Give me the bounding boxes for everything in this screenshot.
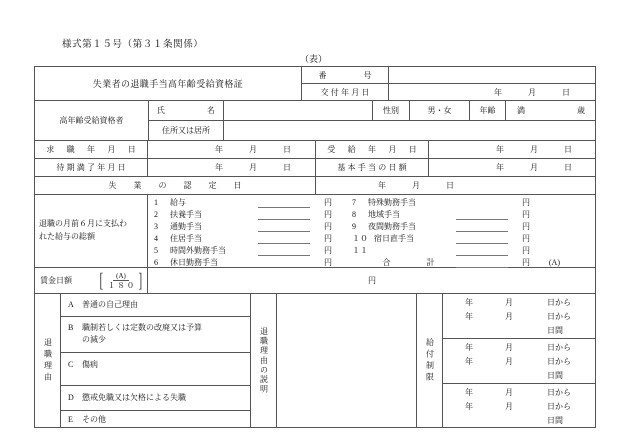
- salary-item-name: 時間外勤務手当: [170, 246, 226, 255]
- issue-date-value[interactable]: [389, 84, 596, 101]
- salary-item-input[interactable]: [258, 198, 310, 208]
- reason-key-e: E: [68, 415, 73, 424]
- restriction-date-row: [443, 401, 591, 412]
- salary-item-input[interactable]: [258, 246, 310, 256]
- basic-amount-month: 月: [530, 163, 538, 172]
- age-label: 年齢: [470, 101, 506, 121]
- restriction-date-row: [443, 387, 591, 398]
- wait-end-label: 待期満了年月日: [35, 159, 148, 177]
- reason-text-a: 普通の自己理由: [82, 300, 138, 309]
- salary-item-yen: 円: [324, 246, 332, 255]
- restriction-day-from: 日から: [547, 298, 571, 307]
- salary-item-no: 6: [154, 258, 158, 267]
- salary-item-name: 住居手当: [170, 234, 202, 243]
- retirement-explanation-label: 退職理由の説明: [259, 327, 269, 395]
- daily-wage-label: 賃金日額: [40, 276, 72, 285]
- salary-item-yen: 円: [324, 210, 332, 219]
- restriction-day-from: 日から: [547, 388, 571, 397]
- wait-end-day: 日: [283, 163, 291, 172]
- salary-item-name: 特殊勤務手当: [368, 198, 416, 207]
- issue-date-day: 日: [562, 87, 570, 97]
- restriction-day-from: 日から: [547, 402, 571, 411]
- sex-value[interactable]: 男・女: [410, 101, 470, 121]
- number-value[interactable]: [389, 67, 596, 84]
- restriction-date-row: [443, 342, 591, 353]
- wait-end-month: 月: [249, 163, 257, 172]
- job-seek-value[interactable]: [148, 141, 316, 159]
- bracket-left-icon: [: [99, 270, 104, 292]
- issue-date-month: 月: [528, 87, 536, 97]
- salary-item-name: 休日勤務手当: [170, 258, 218, 267]
- receive-date-label: 受 給 年 月 日: [316, 141, 429, 159]
- restriction-days-row: [443, 325, 591, 336]
- restriction-year: 年: [465, 343, 473, 352]
- retirement-explanation-label-cell: [251, 294, 277, 428]
- number-label: 番 号: [301, 67, 389, 84]
- restriction-date-row: [443, 311, 591, 322]
- salary-section-label: [35, 195, 148, 268]
- salary-item-input[interactable]: [258, 210, 310, 220]
- salary-item-no: 8: [352, 210, 356, 219]
- form-outer-frame: [34, 66, 596, 428]
- salary-section-label-line1: 退職の月前６月に支払わ: [39, 219, 127, 229]
- reason-key-d: D: [68, 393, 74, 402]
- restriction-days: 日間: [547, 416, 563, 425]
- unemployment-cert-month: 月: [412, 181, 420, 190]
- salary-item-yen: 円: [324, 258, 332, 267]
- reason-a: [68, 299, 248, 311]
- salary-item-input: [456, 198, 508, 207]
- salary-item-input[interactable]: [258, 234, 310, 244]
- receive-date-day: 日: [564, 145, 572, 154]
- retirement-reason-vertical-label: [35, 294, 61, 428]
- salary-item-no: 4: [154, 234, 158, 243]
- restriction-month: 月: [505, 298, 513, 307]
- job-seek-label: 求 職 年 月 日: [35, 141, 148, 159]
- salary-item-input[interactable]: [456, 234, 508, 244]
- salary-item-no: 9: [352, 222, 356, 231]
- reason-text-d: 懲戒免職又は欠格による失職: [82, 393, 186, 402]
- salary-item-yen: 円: [324, 222, 332, 231]
- salary-item-yen: 円: [522, 246, 530, 255]
- reason-key-a: A: [68, 300, 74, 309]
- wait-end-year: 年: [215, 163, 223, 172]
- restriction-date-row: [443, 356, 591, 367]
- receive-date-month: 月: [530, 145, 538, 154]
- restriction-day-from: 日から: [547, 357, 571, 366]
- salary-item-yen: 円: [324, 198, 332, 207]
- restriction-month: 月: [505, 357, 513, 366]
- retirement-explanation-area[interactable]: [277, 294, 417, 428]
- salary-item-no: 3: [154, 222, 158, 231]
- salary-item-name: 通勤手当: [170, 222, 202, 231]
- salary-item-no: 7: [352, 198, 356, 207]
- salary-item-name: 宿日直手当: [374, 234, 414, 243]
- basic-amount-value[interactable]: [429, 159, 596, 177]
- basic-amount-label: 基本手当の日額: [316, 159, 429, 177]
- salary-item-no: 2: [154, 210, 158, 219]
- unemployment-cert-value[interactable]: [316, 177, 596, 195]
- job-seek-year: 年: [215, 145, 223, 154]
- salary-item-no: １１: [352, 246, 368, 255]
- form-number-caption: 様式第１５号（第３１条関係）: [62, 40, 204, 50]
- daily-wage-yen: 円: [368, 276, 376, 285]
- restriction-year: 年: [465, 312, 473, 321]
- salary-item-input: [258, 258, 310, 267]
- restriction-day-from: 日から: [547, 312, 571, 321]
- restriction-year: 年: [465, 388, 473, 397]
- restriction-year: 年: [465, 298, 473, 307]
- restriction-days-row: [443, 415, 591, 426]
- salary-row[interactable]: [154, 257, 332, 268]
- salary-total-input[interactable]: [456, 258, 508, 268]
- salary-item-input[interactable]: [456, 246, 508, 256]
- restriction-date-row: [443, 297, 591, 308]
- restriction-month: 月: [505, 388, 513, 397]
- daily-wage-formula: [93, 268, 149, 294]
- salary-item-yen: 円: [522, 222, 530, 231]
- salary-total-row: [352, 257, 560, 268]
- daily-wage-numerator: (A): [113, 272, 129, 282]
- salary-row[interactable]: [352, 197, 530, 208]
- unemployment-cert-day: 日: [446, 181, 454, 190]
- salary-row[interactable]: [154, 245, 332, 256]
- salary-item-no: 5: [154, 246, 158, 255]
- salary-item-yen: 円: [522, 198, 530, 207]
- reason-e: [68, 414, 248, 426]
- daily-wage-denominator: １８０: [107, 280, 137, 290]
- reason-key-c: C: [68, 360, 74, 369]
- salary-row[interactable]: [154, 221, 332, 232]
- receive-date-year: 年: [496, 145, 504, 154]
- bracket-right-icon: ]: [138, 270, 143, 292]
- salary-item-yen: 円: [522, 210, 530, 219]
- restriction-vertical-label: 給付制限: [425, 338, 435, 384]
- restriction-year: 年: [465, 357, 473, 366]
- salary-item-name: 夜間勤務手当: [368, 222, 416, 231]
- restriction-month: 月: [505, 402, 513, 411]
- salary-item-yen: 円: [324, 234, 332, 243]
- retirement-reason-vertical-text: 退職理由: [43, 338, 53, 384]
- unemployment-cert-label: 失 業 の 認 定 日: [35, 177, 316, 195]
- salary-row[interactable]: [352, 233, 530, 244]
- reason-text-b: 職制若しくは定数の改廃又は予算: [82, 323, 202, 332]
- salary-row[interactable]: [154, 197, 332, 208]
- salary-row[interactable]: [154, 233, 332, 244]
- restriction-vertical-label-cell: [417, 294, 443, 428]
- salary-item-no: １０: [352, 234, 368, 243]
- sex-label: 性別: [372, 101, 410, 121]
- salary-item-yen: 円: [522, 234, 530, 243]
- side-mark-caption: （表）: [300, 54, 328, 64]
- restriction-day-from: 日から: [547, 343, 571, 352]
- basic-amount-day: 日: [564, 163, 572, 172]
- restriction-month: 月: [505, 343, 513, 352]
- salary-row[interactable]: [352, 245, 530, 256]
- reason-key-b: B: [68, 323, 74, 332]
- reason-text-b2: の減少: [82, 335, 106, 345]
- recipient-section-label: 高年齢受給資格者: [35, 101, 148, 141]
- basic-amount-year: 年: [496, 163, 504, 172]
- salary-total-yen: 円: [522, 258, 530, 267]
- age-value[interactable]: 満 歳: [506, 101, 596, 121]
- restriction-month: 月: [505, 312, 513, 321]
- salary-item-name: 地域手当: [368, 210, 400, 219]
- receive-date-value[interactable]: [429, 141, 596, 159]
- recipient-name-value[interactable]: [224, 101, 372, 121]
- restriction-days-row: [443, 370, 591, 381]
- recipient-name-label: 氏 名: [148, 101, 224, 121]
- salary-item-input[interactable]: [456, 210, 508, 220]
- salary-item-input[interactable]: [258, 222, 310, 232]
- recipient-address-label: 住所又は居所: [148, 121, 224, 141]
- salary-row[interactable]: [352, 209, 530, 220]
- issue-date-year: 年: [494, 87, 502, 97]
- unemployment-cert-year: 年: [378, 181, 386, 190]
- restriction-days: 日間: [547, 371, 563, 380]
- recipient-address-value[interactable]: [224, 121, 596, 141]
- salary-item-name: 給与: [170, 198, 186, 207]
- reason-b: [68, 322, 248, 347]
- daily-wage-fraction: [106, 272, 137, 291]
- salary-item-name: 扶養手当: [170, 210, 202, 219]
- daily-wage-value-cell[interactable]: [148, 268, 596, 294]
- salary-total-mark: (A): [548, 258, 560, 267]
- certificate-title: 失業者の退職手当高年齢受給資格証: [35, 67, 301, 101]
- reason-text-c: 傷病: [82, 360, 98, 369]
- job-seek-day: 日: [283, 145, 291, 154]
- issue-date-label: 交付年月日: [301, 84, 389, 101]
- salary-row[interactable]: [154, 209, 332, 220]
- job-seek-month: 月: [249, 145, 257, 154]
- reason-text-e: その他: [82, 415, 106, 424]
- reason-d: [68, 392, 248, 404]
- salary-item-input[interactable]: [456, 222, 508, 232]
- salary-item-no: 1: [154, 198, 158, 207]
- salary-section-label-line2: れた給与の総額: [39, 232, 95, 241]
- salary-row[interactable]: [352, 221, 530, 232]
- reason-c: [68, 359, 248, 371]
- wait-end-value[interactable]: [148, 159, 316, 177]
- salary-total-label: 合 計: [382, 258, 438, 267]
- restriction-days: 日間: [547, 326, 563, 335]
- restriction-year: 年: [465, 402, 473, 411]
